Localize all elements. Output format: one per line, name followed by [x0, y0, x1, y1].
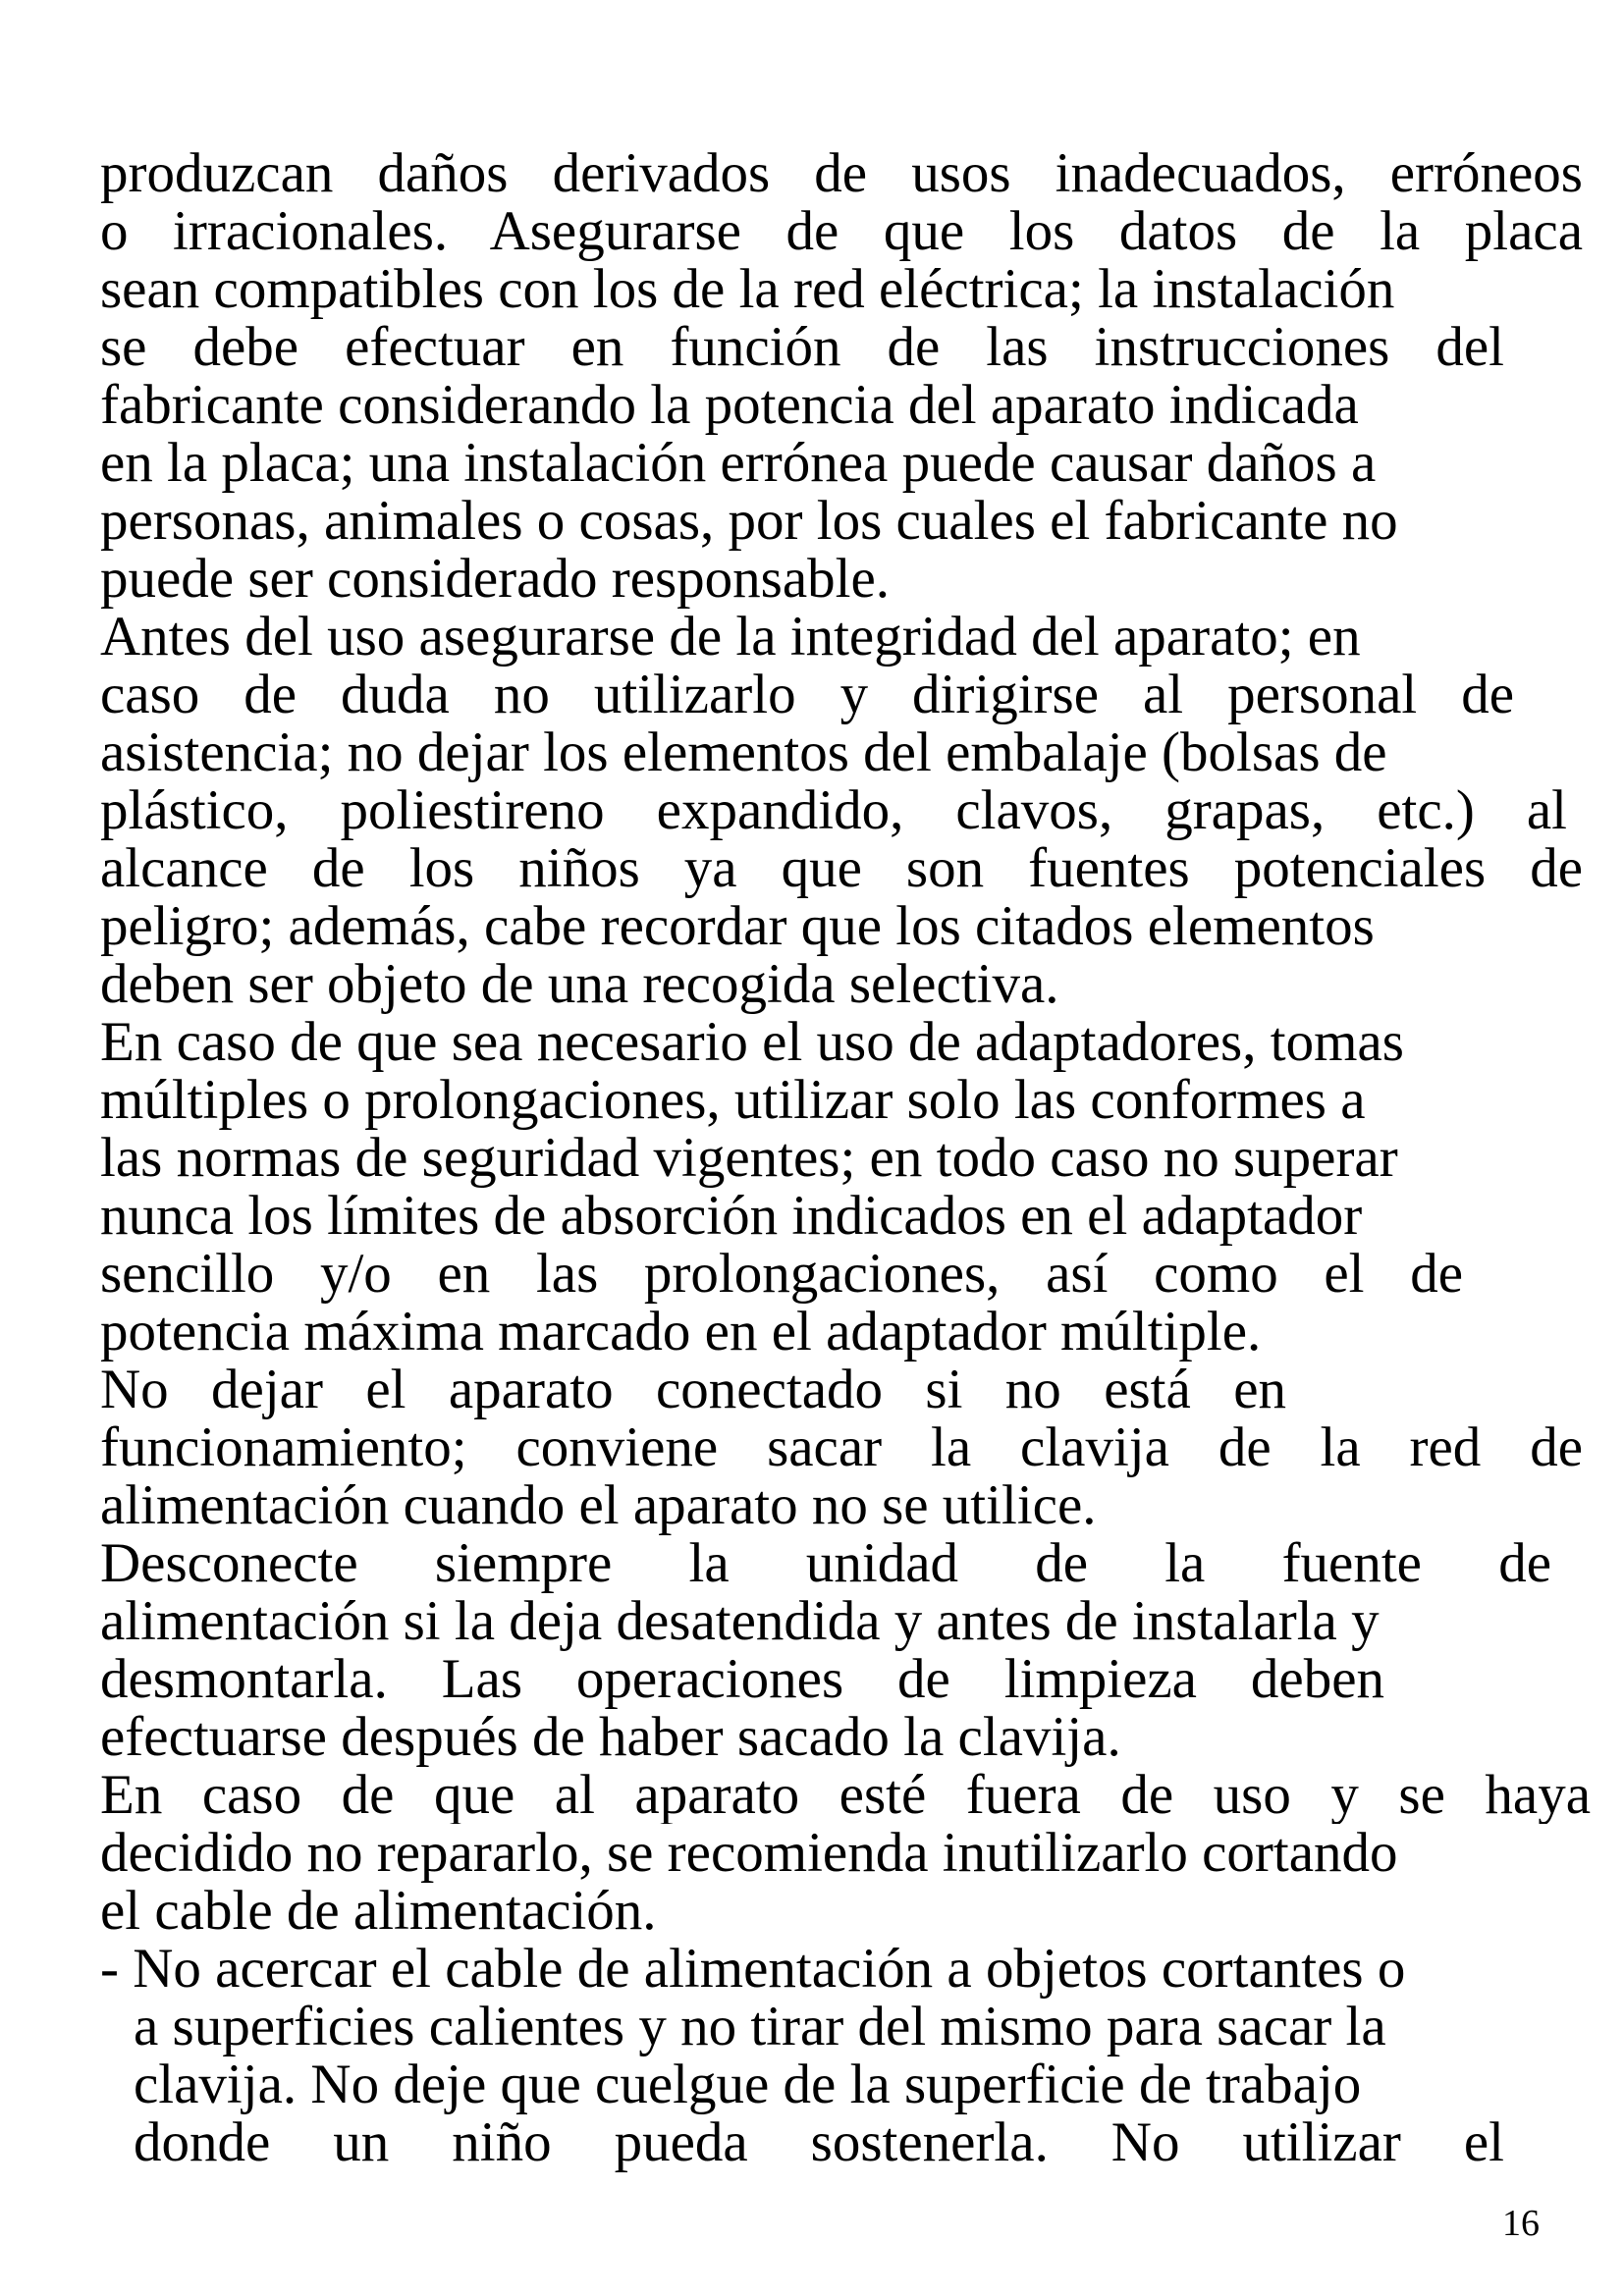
text-line: desmontarla. Las operaciones de limpieza deben [100, 1648, 1384, 1710]
text-line: sean compatibles con los de la red eléctrica; la instalación [100, 258, 1395, 320]
text-line: deben ser objeto de una recogida selectiva. [100, 953, 1059, 1015]
text-line: sencillo y/o en las prolongaciones, así como el de [100, 1243, 1463, 1305]
text-line: No dejar el aparato conectado si no está en [100, 1359, 1286, 1420]
text-line: En caso de que sea necesario el uso de adaptadores, tomas [100, 1011, 1404, 1073]
text-line: fabricante considerando la potencia del aparato indicada [100, 374, 1359, 436]
text-line: peligro; además, cabe recordar que los citados elementos [100, 895, 1375, 957]
text-line: potencia máxima marcado en el adaptador múltiple. [100, 1301, 1262, 1362]
text-line: decidido no repararlo, se recomienda inutilizarlo cortando [100, 1822, 1398, 1884]
text-line: las normas de seguridad vigentes; en todo caso no superar [100, 1127, 1398, 1189]
text-line: clavija. No deje que cuelgue de la superficie de trabajo [134, 2054, 1362, 2115]
text-line: múltiples o prolongaciones, utilizar solo las conformes a [100, 1069, 1366, 1131]
text-line: alcance de los niños ya que son fuentes potenciales de [100, 837, 1583, 899]
text-line: funcionamiento; conviene sacar la clavija de la red de [100, 1416, 1583, 1478]
text-line: nunca los límites de absorción indicados en el adaptador [100, 1185, 1363, 1247]
text-line: efectuarse después de haber sacado la clavija. [100, 1706, 1121, 1768]
text-line: alimentación cuando el aparato no se utilice. [100, 1474, 1097, 1536]
text-line: donde un niño pueda sostenerla. No utilizar el [134, 2111, 1504, 2173]
text-line: En caso de que al aparato esté fuera de uso y se haya [100, 1767, 1591, 1824]
text-line: asistencia; no dejar los elementos del embalaje (bolsas de [100, 721, 1387, 783]
text-line: produzcan daños derivados de usos inadecuados, erróneos [100, 142, 1583, 204]
text-line: o irracionales. Asegurarse de que los datos de la placa [100, 200, 1583, 262]
text-line: se debe efectuar en función de las instrucciones del [100, 316, 1504, 378]
text-line: caso de duda no utilizarlo y dirigirse al personal de [100, 664, 1514, 725]
text-line: alimentación si la deja desatendida y antes de instalarla y [100, 1590, 1380, 1652]
text-line: Antes del uso asegurarse de la integridad del aparato; en [100, 606, 1361, 667]
text-line: plástico, poliestireno expandido, clavos, grapas, etc.) al [100, 779, 1567, 841]
text-line: Desconecte siempre la unidad de la fuente de [100, 1532, 1551, 1594]
text-line: puede ser considerado responsable. [100, 548, 891, 610]
text-line: personas, animales o cosas, por los cuales el fabricante no [100, 490, 1398, 552]
text-line: - No acercar el cable de alimentación a objetos cortantes o [100, 1938, 1406, 2000]
page-number: 16 [1502, 2203, 1540, 2244]
text-line: en la placa; una instalación errónea puede causar daños a [100, 432, 1377, 494]
text-line: a superficies calientes y no tirar del mismo para sacar la [134, 1996, 1386, 2057]
text-line: el cable de alimentación. [100, 1880, 657, 1942]
